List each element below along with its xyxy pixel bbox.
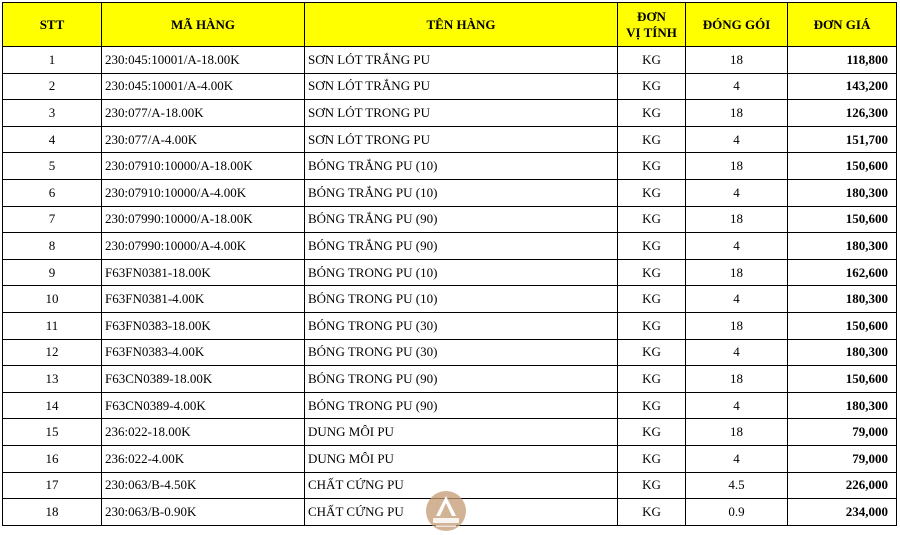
cell-ma-hang: 230:077/A-18.00K <box>102 100 305 127</box>
table-row <box>3 73 897 100</box>
cell-dong-goi: 4.5 <box>686 472 788 499</box>
table-row <box>3 47 897 74</box>
cell-ma-hang: F63FN0381-4.00K <box>102 286 305 313</box>
cell-don-vi-tinh: KG <box>618 472 686 499</box>
header-ten-hang: TÊN HÀNG <box>305 3 618 47</box>
cell-don-vi-tinh: KG <box>618 153 686 180</box>
cell-dong-goi: 18 <box>686 419 788 446</box>
cell-stt: 1 <box>3 47 102 74</box>
cell-stt: 12 <box>3 339 102 366</box>
table-row <box>3 153 897 180</box>
cell-ten-hang: BÓNG TRONG PU (90) <box>305 392 618 419</box>
cell-stt: 15 <box>3 419 102 446</box>
cell-dong-goi: 4 <box>686 392 788 419</box>
cell-ten-hang: BÓNG TRONG PU (30) <box>305 339 618 366</box>
header-don-gia: ĐƠN GIÁ <box>788 3 897 47</box>
header-ma-hang: MÃ HÀNG <box>102 3 305 47</box>
cell-stt: 14 <box>3 392 102 419</box>
cell-stt: 17 <box>3 472 102 499</box>
cell-don-vi-tinh: KG <box>618 339 686 366</box>
cell-ten-hang: BÓNG TRONG PU (90) <box>305 366 618 393</box>
cell-don-gia: 180,300 <box>788 179 897 206</box>
cell-don-gia: 118,800 <box>788 47 897 74</box>
cell-ma-hang: F63CN0389-4.00K <box>102 392 305 419</box>
header-don-vi-line2: VỊ TÍNH <box>626 24 677 40</box>
cell-stt: 6 <box>3 179 102 206</box>
cell-don-gia: 151,700 <box>788 126 897 153</box>
cell-don-gia: 234,000 <box>788 499 897 526</box>
cell-ma-hang: 230:07990:10000/A-18.00K <box>102 206 305 233</box>
cell-don-vi-tinh: KG <box>618 233 686 260</box>
cell-ma-hang: 230:07910:10000/A-4.00K <box>102 179 305 206</box>
cell-ten-hang: DUNG MÔI PU <box>305 445 618 472</box>
table-row <box>3 179 897 206</box>
cell-dong-goi: 18 <box>686 100 788 127</box>
cell-ma-hang: 230:07990:10000/A-4.00K <box>102 233 305 260</box>
table-row <box>3 392 897 419</box>
cell-stt: 16 <box>3 445 102 472</box>
cell-ma-hang: 230:063/B-0.90K <box>102 499 305 526</box>
cell-dong-goi: 0.9 <box>686 499 788 526</box>
header-stt: STT <box>3 3 102 47</box>
table-row <box>3 259 897 286</box>
cell-ten-hang: BÓNG TRONG PU (10) <box>305 259 618 286</box>
cell-don-gia: 150,600 <box>788 206 897 233</box>
cell-ma-hang: 230:045:10001/A-4.00K <box>102 73 305 100</box>
table-row <box>3 445 897 472</box>
cell-stt: 7 <box>3 206 102 233</box>
cell-ten-hang: BÓNG TRONG PU (30) <box>305 312 618 339</box>
table-row <box>3 286 897 313</box>
cell-ten-hang: CHẤT CỨNG PU <box>305 472 618 499</box>
table-row <box>3 366 897 393</box>
table-row <box>3 339 897 366</box>
cell-don-vi-tinh: KG <box>618 47 686 74</box>
cell-don-vi-tinh: KG <box>618 366 686 393</box>
cell-don-vi-tinh: KG <box>618 286 686 313</box>
cell-dong-goi: 4 <box>686 339 788 366</box>
cell-don-vi-tinh: KG <box>618 206 686 233</box>
huy-hoang-logo-icon <box>423 490 469 532</box>
cell-ma-hang: F63CN0389-18.00K <box>102 366 305 393</box>
cell-ma-hang: F63FN0383-4.00K <box>102 339 305 366</box>
cell-don-gia: 180,300 <box>788 286 897 313</box>
cell-stt: 8 <box>3 233 102 260</box>
cell-don-vi-tinh: KG <box>618 73 686 100</box>
table-row <box>3 100 897 127</box>
cell-dong-goi: 18 <box>686 153 788 180</box>
cell-stt: 10 <box>3 286 102 313</box>
cell-don-vi-tinh: KG <box>618 499 686 526</box>
cell-ten-hang: SƠN LÓT TRẮNG PU <box>305 73 618 100</box>
cell-ten-hang: CHẤT CỨNG PU <box>305 499 618 526</box>
cell-don-gia: 180,300 <box>788 392 897 419</box>
table-row <box>3 419 897 446</box>
cell-don-vi-tinh: KG <box>618 312 686 339</box>
cell-don-vi-tinh: KG <box>618 100 686 127</box>
cell-ten-hang: BÓNG TRẮNG PU (90) <box>305 206 618 233</box>
cell-stt: 9 <box>3 259 102 286</box>
cell-don-vi-tinh: KG <box>618 259 686 286</box>
cell-dong-goi: 18 <box>686 366 788 393</box>
cell-stt: 2 <box>3 73 102 100</box>
cell-ten-hang: BÓNG TRẮNG PU (10) <box>305 179 618 206</box>
cell-don-vi-tinh: KG <box>618 179 686 206</box>
cell-dong-goi: 4 <box>686 179 788 206</box>
cell-ma-hang: 236:022-4.00K <box>102 445 305 472</box>
cell-don-gia: 150,600 <box>788 366 897 393</box>
cell-don-gia: 162,600 <box>788 259 897 286</box>
cell-ten-hang: SƠN LÓT TRONG PU <box>305 126 618 153</box>
cell-don-gia: 143,200 <box>788 73 897 100</box>
cell-don-vi-tinh: KG <box>618 445 686 472</box>
cell-ma-hang: 230:077/A-4.00K <box>102 126 305 153</box>
cell-ma-hang: F63FN0383-18.00K <box>102 312 305 339</box>
table-row <box>3 206 897 233</box>
cell-stt: 18 <box>3 499 102 526</box>
cell-don-gia: 180,300 <box>788 233 897 260</box>
cell-dong-goi: 4 <box>686 445 788 472</box>
table-row <box>3 233 897 260</box>
cell-ten-hang: DUNG MÔI PU <box>305 419 618 446</box>
header-dong-goi: ĐÓNG GÓI <box>686 3 788 47</box>
cell-ten-hang: BÓNG TRẮNG PU (10) <box>305 153 618 180</box>
cell-dong-goi: 18 <box>686 206 788 233</box>
cell-don-gia: 150,600 <box>788 312 897 339</box>
cell-stt: 13 <box>3 366 102 393</box>
cell-stt: 3 <box>3 100 102 127</box>
header-don-vi-line1: ĐƠN <box>637 8 666 24</box>
cell-don-gia: 180,300 <box>788 339 897 366</box>
table-row <box>3 312 897 339</box>
cell-dong-goi: 4 <box>686 126 788 153</box>
cell-dong-goi: 18 <box>686 47 788 74</box>
cell-dong-goi: 18 <box>686 312 788 339</box>
cell-ma-hang: 230:07910:10000/A-18.00K <box>102 153 305 180</box>
cell-ma-hang: F63FN0381-18.00K <box>102 259 305 286</box>
cell-ma-hang: 230:045:10001/A-18.00K <box>102 47 305 74</box>
cell-don-vi-tinh: KG <box>618 419 686 446</box>
price-table <box>2 2 897 526</box>
cell-don-gia: 226,000 <box>788 472 897 499</box>
table-body <box>3 47 897 526</box>
cell-ten-hang: SƠN LÓT TRẮNG PU <box>305 47 618 74</box>
cell-dong-goi: 18 <box>686 259 788 286</box>
cell-don-vi-tinh: KG <box>618 392 686 419</box>
header-row <box>3 3 897 47</box>
cell-don-gia: 79,000 <box>788 419 897 446</box>
cell-dong-goi: 4 <box>686 233 788 260</box>
cell-don-vi-tinh: KG <box>618 126 686 153</box>
header-don-vi-tinh <box>618 3 686 47</box>
cell-ten-hang: BÓNG TRONG PU (10) <box>305 286 618 313</box>
cell-stt: 4 <box>3 126 102 153</box>
table-row <box>3 126 897 153</box>
cell-dong-goi: 4 <box>686 73 788 100</box>
cell-don-gia: 150,600 <box>788 153 897 180</box>
cell-ten-hang: BÓNG TRẮNG PU (90) <box>305 233 618 260</box>
cell-dong-goi: 4 <box>686 286 788 313</box>
cell-stt: 5 <box>3 153 102 180</box>
cell-ma-hang: 236:022-18.00K <box>102 419 305 446</box>
cell-ten-hang: SƠN LÓT TRONG PU <box>305 100 618 127</box>
cell-ma-hang: 230:063/B-4.50K <box>102 472 305 499</box>
cell-don-gia: 126,300 <box>788 100 897 127</box>
cell-stt: 11 <box>3 312 102 339</box>
price-table-container <box>2 2 897 526</box>
cell-don-gia: 79,000 <box>788 445 897 472</box>
